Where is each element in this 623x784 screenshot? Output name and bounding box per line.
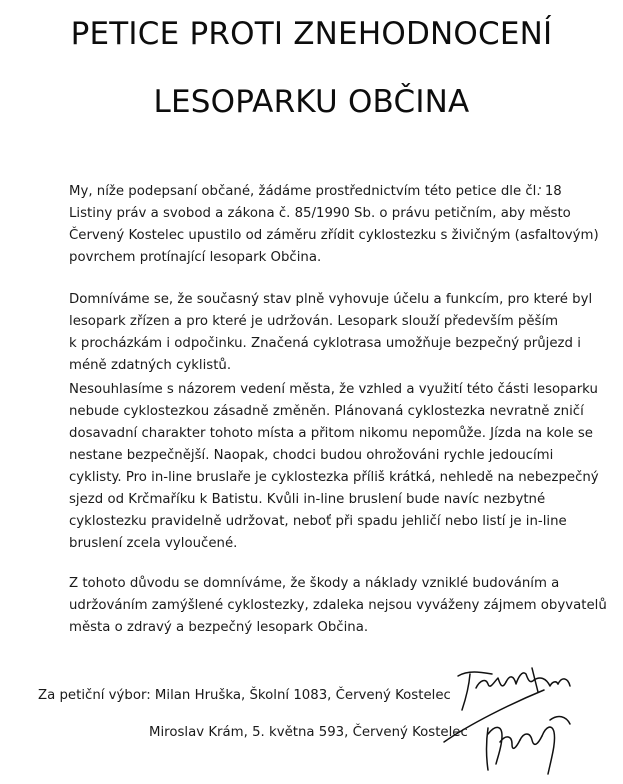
text-line: Z tohoto důvodu se domníváme, že škody a náklady vzniklé budováním a — [69, 576, 560, 591]
text-line: méně zdatných cyklistů. — [69, 358, 232, 373]
text-line: města o zdravý a bezpečný lesopark Občina. — [69, 620, 369, 635]
committee-member-1: Za petiční výbor: Milan Hruška, Školní 1083, Červený Kostelec — [38, 688, 451, 703]
document-title-line-1: PETICE PROTI ZNEHODNOCENÍ — [70, 16, 553, 52]
text-line: povrchem protínající lesopark Občina. — [69, 250, 322, 265]
text-line: My, níže podepsaní občané, žádáme prostřednictvím této petice dle čl. 18 — [69, 184, 562, 199]
text-line: sjezd od Krčmaříku k Batistu. Kvůli in-line bruslení bude navíc nezbytné — [69, 492, 546, 507]
text-line: Nesouhlasíme s názorem vedení města, že vzhled a využití této části lesoparku — [69, 382, 598, 397]
text-line: nestane bezpečnější. Naopak, chodci budou ohrožováni rychle jedoucími — [69, 448, 554, 463]
handwritten-signature-icon — [440, 664, 590, 782]
text-line: lesopark zřízen a pro které je udržován. Lesopark slouží především pěším — [69, 314, 559, 329]
paragraph-petition-request — [69, 181, 599, 269]
text-line: Červený Kostelec upustilo od záměru zřídit cyklostezku s živičným (asfaltovým) — [69, 228, 599, 243]
text-line: udržováním zamýšlené cyklostezky, zdaleka nejsou vyváženy zájmem obyvatelů — [69, 598, 607, 613]
text-line: bruslení zcela vyloučené. — [69, 536, 238, 551]
paragraph-current-state — [69, 289, 593, 377]
text-line: Domníváme se, že současný stav plně vyhovuje účelu a funkcím, pro které byl — [69, 292, 593, 307]
text-line: k procházkám i odpočinku. Značená cyklotrasa umožňuje bezpečný průjezd i — [69, 336, 581, 351]
text-line: Listiny práv a svobod a zákona č. 85/1990 Sb. o právu petičním, aby město — [69, 206, 571, 221]
paragraph-conclusion — [69, 573, 607, 639]
text-line: nebude cyklostezkou zásadně změněn. Plánovaná cyklostezka nevratně zničí — [69, 404, 584, 419]
text-line: dosavadní charakter tohoto místa a přitom nikomu nepomůže. Jízda na kole se — [69, 426, 593, 441]
committee-member-2: Miroslav Krám, 5. května 593, Červený Kostelec — [149, 725, 468, 740]
text-line: cyklostezku pravidelně udržovat, neboť při spadu jehličí nebo listí je in-line — [69, 514, 567, 529]
text-line: cyklisty. Pro in-line bruslaře je cyklostezka příliš krátká, nehledě na nebezpečný — [69, 470, 599, 485]
paragraph-disagreement — [69, 379, 599, 555]
document-title-line-2: LESOPARKU OBČINA — [153, 84, 470, 120]
